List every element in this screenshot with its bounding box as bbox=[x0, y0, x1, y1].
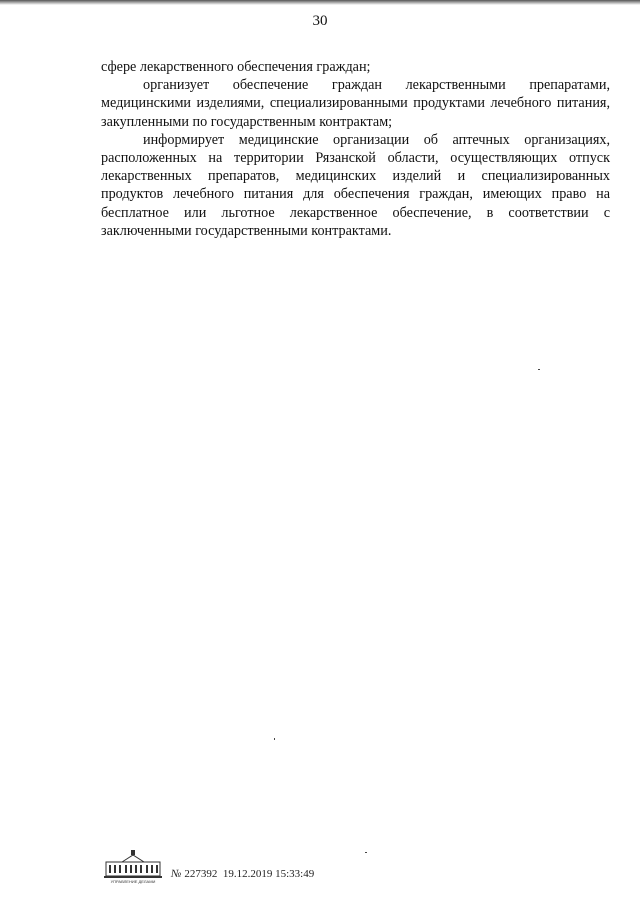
paragraph-organizes: организует обеспечение граждан лекарственными препаратами, медицинскими изделиями, специализированными продуктами лечебного питания, закупленными по государственным контрактам; bbox=[101, 77, 610, 130]
scan-top-edge bbox=[0, 0, 640, 5]
registration-datetime: 19.12.2019 15:33:49 bbox=[222, 868, 315, 880]
building-stamp-icon bbox=[102, 846, 164, 884]
document-body bbox=[101, 58, 610, 240]
scan-speck bbox=[538, 369, 540, 370]
logo-caption: УПРАВЛЕНИЕ ДЕЛАМИ bbox=[110, 879, 156, 884]
paragraph-continuation: сфере лекарственного обеспечения граждан; bbox=[101, 59, 371, 75]
registration-number: 227392 bbox=[184, 868, 218, 880]
paragraph-informs: информирует медицинские организации об аптечных организациях, расположенных на территории Рязанской области, осуществляющих отпуск лекарственных препаратов, медицинских изделий и специализированных продуктов лечебного питания для обеспечения граждан, имеющих право на бесплатное или льготное лекарственное обеспечение, в соответствии с заключенными государственными контрактами. bbox=[101, 131, 610, 239]
registration-mark: № bbox=[171, 868, 182, 880]
page-number: 30 bbox=[312, 13, 328, 29]
scan-speck bbox=[274, 738, 275, 740]
scan-speck bbox=[365, 852, 367, 853]
registration-stamp bbox=[171, 868, 314, 880]
